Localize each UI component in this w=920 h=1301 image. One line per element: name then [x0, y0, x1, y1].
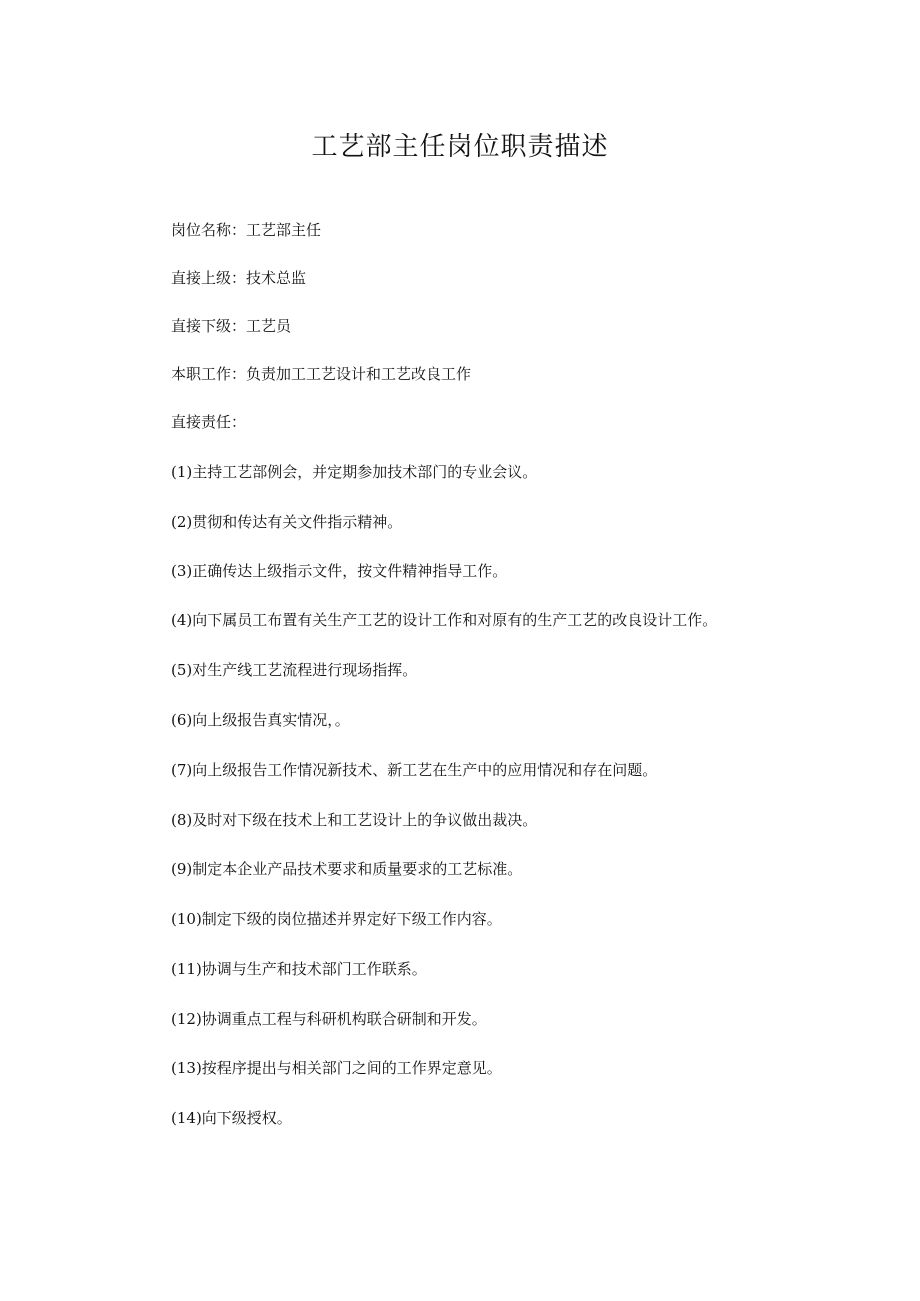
duty-item-11: (11)协调与生产和技术部门工作联系。 — [171, 960, 427, 978]
duty-item-6: (6)向上级报告真实情况，。 — [171, 711, 350, 729]
duty-item-4: (4)向下属员工布置有关生产工艺的设计工作和对原有的生产工艺的改良设计工作。 — [171, 611, 718, 629]
field-direct-subordinate: 直接下级：工艺员 — [171, 317, 292, 335]
duty-item-2: (2)贯彻和传达有关文件指示精神。 — [171, 513, 403, 531]
duty-item-12: (12)协调重点工程与科研机构联合研制和开发。 — [171, 1010, 487, 1028]
duty-item-5: (5)对生产线工艺流程进行现场指挥。 — [171, 661, 418, 679]
field-direct-responsibilities: 直接责任： — [171, 413, 247, 431]
duty-item-14: (14)向下级授权。 — [171, 1109, 292, 1127]
field-direct-superior: 直接上级：技术总监 — [171, 269, 307, 287]
field-main-work: 本职工作：负责加工工艺设计和工艺改良工作 — [171, 365, 472, 383]
duty-item-13: (13)按程序提出与相关部门之间的工作界定意见。 — [171, 1059, 502, 1077]
duty-item-7: (7)向上级报告工作情况新技术、新工艺在生产中的应用情况和存在问题。 — [171, 761, 658, 779]
field-position-name: 岗位名称：工艺部主任 — [171, 221, 322, 239]
duty-item-1: (1)主持工艺部例会，并定期参加技术部门的专业会议。 — [171, 463, 538, 481]
duty-item-9: (9)制定本企业产品技术要求和质量要求的工艺标准。 — [171, 860, 523, 878]
duty-item-3: (3)正确传达上级指示文件，按文件精神指导工作。 — [171, 562, 508, 580]
duty-item-10: (10)制定下级的岗位描述并界定好下级工作内容。 — [171, 910, 502, 928]
document-title: 工艺部主任岗位职责描述 — [311, 132, 609, 162]
duty-item-8: (8)及时对下级在技术上和工艺设计上的争议做出裁决。 — [171, 811, 538, 829]
